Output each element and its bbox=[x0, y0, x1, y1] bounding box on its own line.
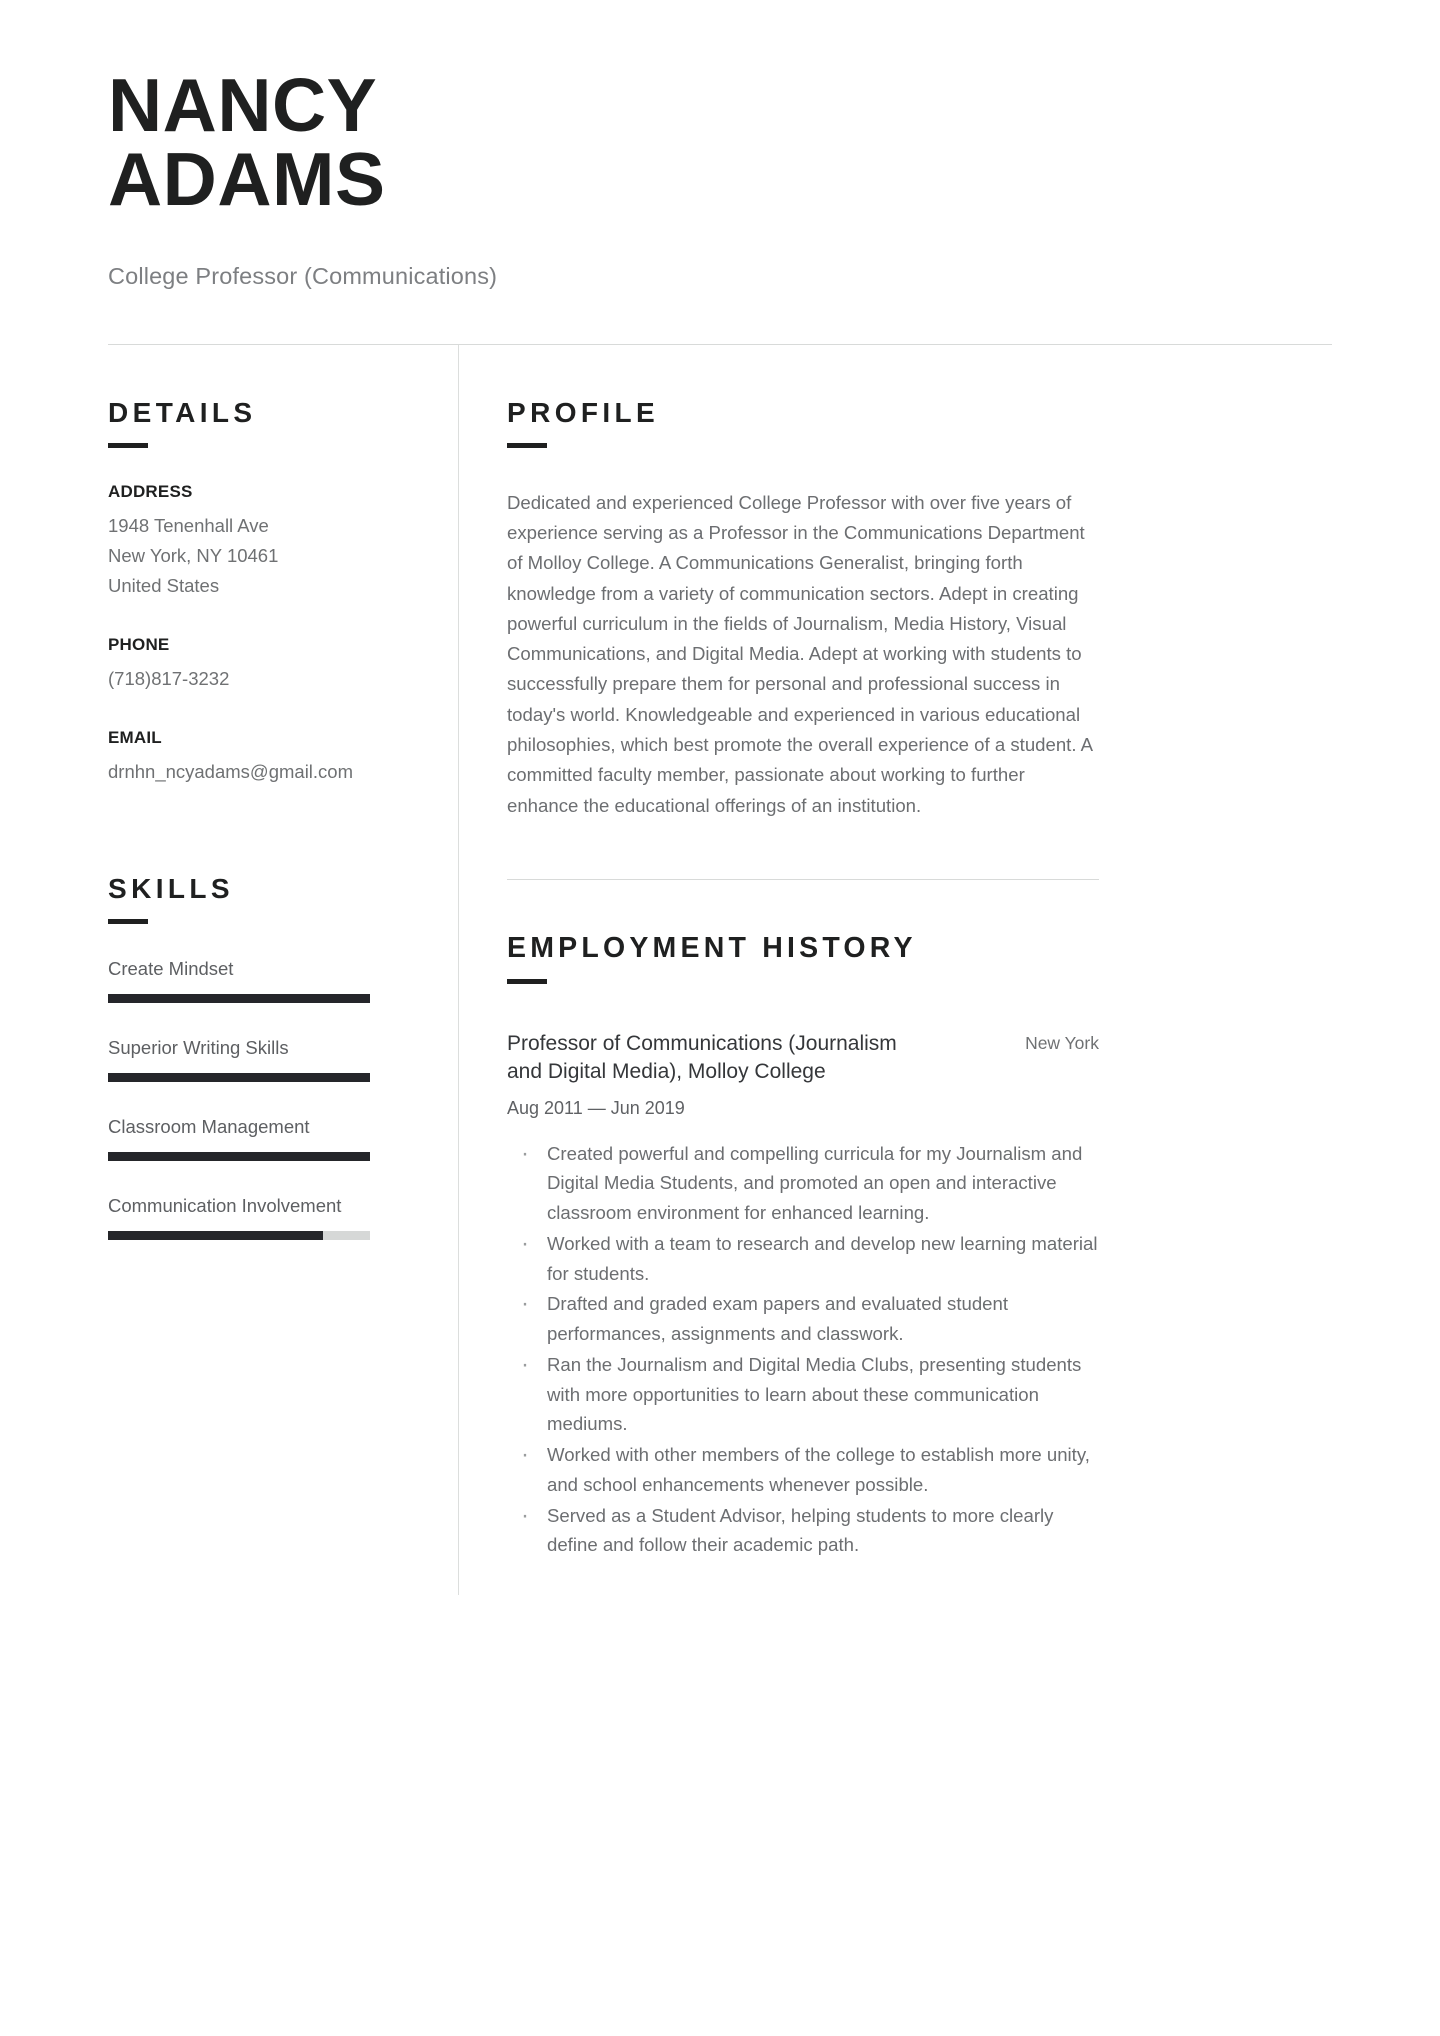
skill-level-track bbox=[108, 1073, 370, 1082]
profile-heading-rule bbox=[507, 443, 547, 448]
skill-item bbox=[108, 1116, 428, 1161]
resume-body bbox=[108, 345, 1332, 1595]
skill-name: Communication Involvement bbox=[108, 1194, 342, 1216]
employment-heading-rule bbox=[507, 979, 547, 984]
profile-section bbox=[507, 397, 1332, 821]
skill-name: Superior Writing Skills bbox=[108, 1036, 289, 1058]
detail-label-phone: PHONE bbox=[108, 634, 170, 654]
skill-name: Create Mindset bbox=[108, 957, 234, 979]
skill-level-track bbox=[108, 994, 370, 1003]
skill-level-fill bbox=[108, 1152, 370, 1161]
address-line-2: New York, NY 10461 bbox=[108, 544, 279, 566]
address-line-3: United States bbox=[108, 574, 220, 596]
address-line-1: 1948 Tenenhall Ave bbox=[108, 514, 269, 536]
skill-level-track bbox=[108, 1231, 370, 1240]
employment-heading: EMPLOYMENT HISTORY bbox=[507, 931, 917, 964]
detail-value-email: drnhn_ncyadams@gmail.com bbox=[108, 760, 353, 782]
candidate-job-title: College Professor (Communications) bbox=[108, 262, 498, 289]
skill-level-fill bbox=[108, 1231, 323, 1240]
profile-text: Dedicated and experienced College Professor with over five years of experience serving as a Professor in the Communications Department of Molloy College. A Communications Generalist, bringing forth knowledge from a variety of communication sectors. Adept in creating powerful curriculum in the fields of Journalism, Media History, Visual Communications, and Digital Media. Adept at working with students to successfully prepare them for personal and professional success in today's world. Knowledgeable and experienced in various educational philosophies, which best promote the overall experience of a student. A committed faculty member, passionate about working to further enhance the educational offerings of an institution. bbox=[507, 491, 1093, 816]
skill-name: Classroom Management bbox=[108, 1115, 310, 1137]
job-location: New York bbox=[1025, 1032, 1099, 1053]
job-bullet: · Worked with other members of the college to establish more unity, and school enhancements whenever possible. bbox=[507, 1440, 1099, 1500]
job-entry bbox=[507, 1030, 1332, 1560]
candidate-name bbox=[108, 63, 748, 222]
skill-item bbox=[108, 958, 428, 1003]
skills-section bbox=[108, 873, 428, 1240]
candidate-name-line2: ADAMS bbox=[108, 137, 386, 222]
job-dates: Aug 2011 — Jun 2019 bbox=[507, 1097, 685, 1118]
left-column bbox=[108, 345, 458, 1595]
profile-employment-divider bbox=[507, 879, 1099, 880]
skill-item bbox=[108, 1037, 428, 1082]
detail-block-address bbox=[108, 482, 428, 601]
employment-section bbox=[507, 932, 1332, 1560]
job-header-row bbox=[507, 1030, 1099, 1086]
candidate-name-line1: NANCY bbox=[108, 63, 378, 147]
job-bullet: · Worked with a team to research and develop new learning material for students. bbox=[507, 1229, 1099, 1289]
details-section bbox=[108, 397, 428, 787]
skill-item bbox=[108, 1195, 428, 1240]
job-bullet: · Created powerful and compelling curricula for my Journalism and Digital Media Students, and promoted an open and interactive classroom environment for enhanced learning. bbox=[507, 1139, 1099, 1228]
job-bullet: · Ran the Journalism and Digital Media Clubs, presenting students with more opportunities to learn about these communication mediums. bbox=[507, 1350, 1099, 1439]
job-bullet: · Drafted and graded exam papers and evaluated student performances, assignments and classwork. bbox=[507, 1289, 1099, 1349]
profile-heading: PROFILE bbox=[507, 396, 660, 428]
right-column bbox=[459, 345, 1332, 1595]
detail-value-address bbox=[108, 511, 428, 601]
detail-block-phone bbox=[108, 635, 428, 694]
job-role: Professor of Communications (Journalism and Digital Media), Molloy College bbox=[507, 1031, 897, 1083]
detail-label-address: ADDRESS bbox=[108, 481, 193, 501]
detail-block-email bbox=[108, 728, 428, 787]
resume-header bbox=[108, 0, 1332, 345]
detail-label-email: EMAIL bbox=[108, 727, 162, 747]
job-bullet: · Served as a Student Advisor, helping students to more clearly define and follow their academic path. bbox=[507, 1501, 1099, 1561]
skills-heading: SKILLS bbox=[108, 872, 234, 904]
skills-heading-rule bbox=[108, 919, 148, 924]
skill-level-fill bbox=[108, 994, 370, 1003]
skill-level-fill bbox=[108, 1073, 370, 1082]
job-bullet-list bbox=[507, 1139, 1099, 1561]
details-heading-rule bbox=[108, 443, 148, 448]
skill-level-track bbox=[108, 1152, 370, 1161]
detail-value-phone: (718)817-3232 bbox=[108, 667, 230, 689]
details-heading: DETAILS bbox=[108, 396, 257, 428]
